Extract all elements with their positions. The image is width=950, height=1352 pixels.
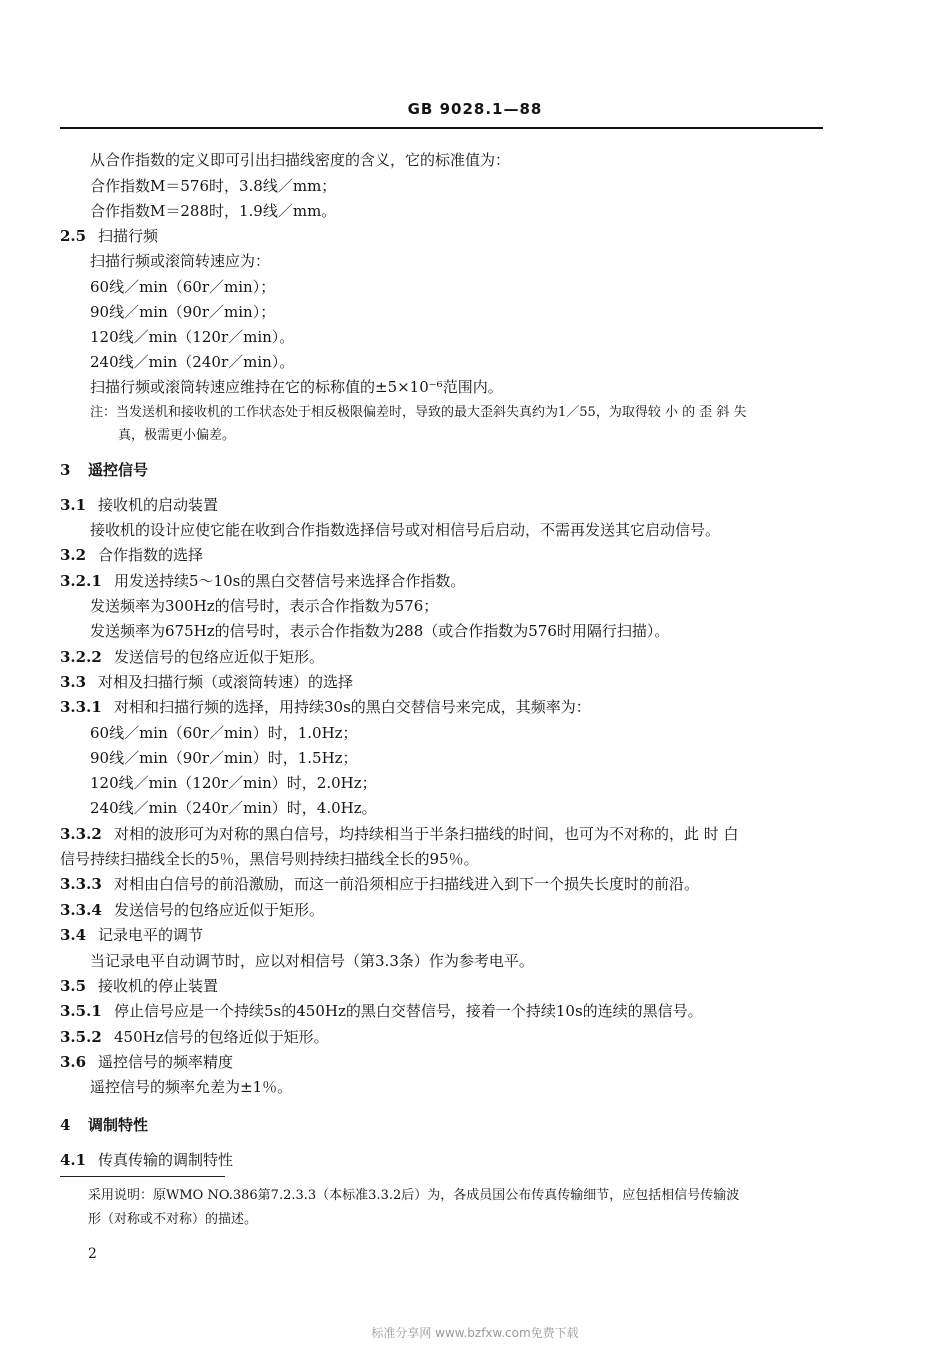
- section-title: 调制特性: [88, 1116, 149, 1134]
- section-number: 3.5: [60, 977, 87, 995]
- section-number: 3.5.2: [60, 1028, 102, 1046]
- section-3-5: [60, 976, 218, 996]
- section-3-6: [60, 1052, 233, 1072]
- section-4-1: [60, 1150, 233, 1170]
- section-title: 发送信号的包络应近似于矩形。: [114, 901, 325, 919]
- section-number: 3.3.4: [60, 901, 102, 919]
- section-number: 3.1: [60, 496, 87, 514]
- section-title: 450Hz信号的包络近似于矩形。: [114, 1028, 329, 1046]
- document-header: GB 9028.1—88: [407, 100, 543, 118]
- section-title: 遥控信号的频率精度: [98, 1053, 234, 1071]
- section-title: 遥控信号: [88, 461, 149, 479]
- section-3-3-4: [60, 900, 324, 920]
- body-line: 发送频率为300Hz的信号时，表示合作指数为576；: [90, 597, 439, 615]
- footnote-line: 采用说明：原WMO NO.386第7.2.3.3（本标准3.3.2后）为，各成员国公布传真传输细节，应包括相信号传输波: [88, 1188, 740, 1203]
- section-title: 停止信号应是一个持续5s的450Hz的黑白交替信号，接着一个持续10s的连续的黑信号。: [114, 1002, 703, 1020]
- section-4: [60, 1115, 148, 1135]
- section-title: 对相和扫描行频的选择，用持续30s的黑白交替信号来完成，其频率为：: [114, 698, 591, 716]
- body-line: 遥控信号的频率允差为±1％。: [90, 1078, 293, 1096]
- section-number: 3: [60, 461, 71, 479]
- section-number: 3.6: [60, 1053, 87, 1071]
- section-number: 3.4: [60, 926, 87, 944]
- section-number: 3.3.3: [60, 875, 102, 893]
- section-3-3-3: [60, 874, 699, 894]
- body-line: 90线／min（90r／min）；: [90, 303, 276, 321]
- page-number: 2: [88, 1246, 97, 1262]
- section-3-3: [60, 672, 353, 692]
- section-3-5-2: [60, 1027, 329, 1047]
- section-number: 3.5.1: [60, 1002, 102, 1020]
- body-line: 扫描行频或滚筒转速应为：: [90, 252, 271, 270]
- section-title: 接收机的停止装置: [98, 977, 219, 995]
- section-3-2-2: [60, 647, 324, 667]
- section-number: 3.2.2: [60, 648, 102, 666]
- section-3-2: [60, 545, 203, 565]
- footnote-line: 形（对称或不对称）的描述。: [88, 1212, 258, 1227]
- note-line: 注：当发送机和接收机的工作状态处于相反极限偏差时，导致的最大歪斜失真约为1／55，为取得较 小 的 歪 斜 失: [90, 405, 747, 420]
- section-number: 3.2.1: [60, 572, 102, 590]
- footnote-rule: [60, 1176, 225, 1177]
- watermark: 标准分享网 www.bzfxw.com免费下载: [371, 1326, 579, 1340]
- section-number: 4.1: [60, 1151, 87, 1169]
- header-rule: [60, 127, 823, 129]
- body-line: 60线／min（60r／min）；: [90, 278, 276, 296]
- body-line: 当记录电平自动调节时，应以对相信号（第3.3条）作为参考电平。: [90, 952, 534, 970]
- body-line: 从合作指数的定义即可引出扫描线密度的含义，它的标准值为：: [90, 151, 511, 169]
- section-title: 扫描行频: [98, 227, 159, 245]
- section-number: 3.2: [60, 546, 87, 564]
- body-line: 合作指数M＝576时，3.8线／mm；: [90, 177, 337, 195]
- body-line: 90线／min（90r／min）时，1.5Hz；: [90, 749, 358, 767]
- section-3: [60, 460, 148, 480]
- body-line: 扫描行频或滚筒转速应维持在它的标称值的±5×10⁻⁶范围内。: [90, 378, 503, 396]
- section-title: 用发送持续5～10s的黑白交替信号来选择合作指数。: [114, 572, 466, 590]
- section-title: 合作指数的选择: [98, 546, 204, 564]
- body-line: 信号持续扫描线全长的5％，黑信号则持续扫描线全长的95％。: [60, 850, 479, 868]
- section-title: 对相及扫描行频（或滚筒转速）的选择: [98, 673, 354, 691]
- section-title: 接收机的启动装置: [98, 496, 219, 514]
- body-line: 240线／min（240r／min）时，4.0Hz。: [90, 799, 377, 817]
- body-line: 接收机的设计应使它能在收到合作指数选择信号或对相信号后启动，不需再发送其它启动信号。: [90, 521, 721, 539]
- section-2-5: [60, 226, 158, 246]
- body-line: 240线／min（240r／min）。: [90, 353, 295, 371]
- section-number: 3.3.2: [60, 825, 102, 843]
- section-3-3-2: [60, 824, 739, 844]
- section-number: 4: [60, 1116, 71, 1134]
- note-line: 真，极需更小偏差。: [118, 428, 236, 443]
- section-3-1: [60, 495, 218, 515]
- body-line: 120线／min（120r／min）时，2.0Hz；: [90, 774, 377, 792]
- body-line: 120线／min（120r／min）。: [90, 328, 295, 346]
- section-3-5-1: [60, 1001, 703, 1021]
- section-3-3-1: [60, 697, 591, 717]
- section-title: 对相由白信号的前沿激励，而这一前沿须相应于扫描线进入到下一个损失长度时的前沿。: [114, 875, 700, 893]
- section-number: 3.3: [60, 673, 87, 691]
- section-title: 发送信号的包络应近似于矩形。: [114, 648, 325, 666]
- body-line: 发送频率为675Hz的信号时，表示合作指数为288（或合作指数为576时用隔行扫描）。: [90, 622, 670, 640]
- section-number: 3.3.1: [60, 698, 102, 716]
- body-line: 合作指数M＝288时，1.9线／mm。: [90, 202, 337, 220]
- body-line: 60线／min（60r／min）时，1.0Hz；: [90, 724, 358, 742]
- section-title: 记录电平的调节: [98, 926, 204, 944]
- section-number: 2.5: [60, 227, 87, 245]
- section-title: 传真传输的调制特性: [98, 1151, 234, 1169]
- section-3-2-1: [60, 571, 465, 591]
- section-title: 对相的波形可为对称的黑白信号，均持续相当于半条扫描线的时间，也可为不对称的，此 时 白: [114, 825, 739, 843]
- section-3-4: [60, 925, 203, 945]
